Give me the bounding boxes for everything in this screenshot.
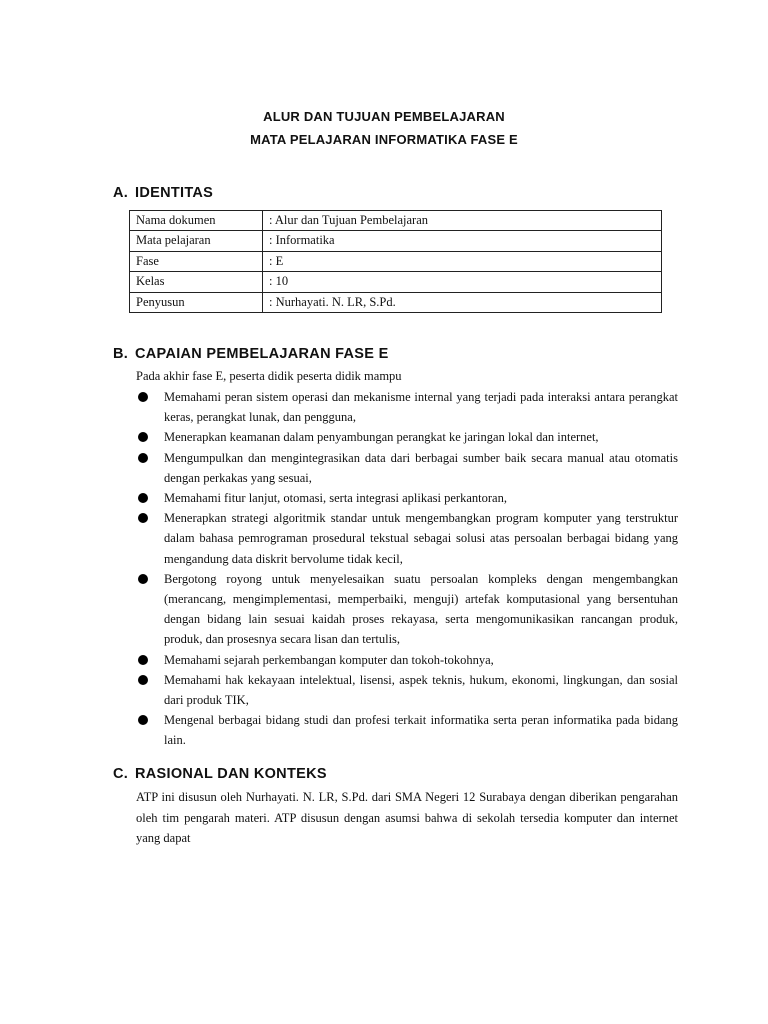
section-c-paragraph: ATP ini disusun oleh Nurhayati. N. LR, S.Pd. dari SMA Negeri 12 Surabaya dengan diberikan pengarahan oleh tim pengarah materi. ATP disusun dengan asumsi bahwa di sekolah tersedia komputer dan internet yang dapat	[136, 790, 678, 845]
identity-table	[129, 210, 662, 313]
list-item-text: Mengenal berbagai bidang studi dan profesi terkait informatika serta peran informatika pada bidang lain.	[164, 713, 678, 748]
bullet-icon	[138, 574, 148, 584]
bullet-icon	[138, 392, 148, 402]
list-item-text: Menerapkan strategi algoritmik standar untuk mengembangkan program komputer yang terstruktur dalam bahasa pemrograman prosedural tekstual sebagai solusi atas persoalan berbagai bidang yang mengandung data diskrit bervolume tidak kecil,	[164, 511, 678, 566]
document-subtitle: MATA PELAJARAN INFORMATIKA FASE E	[250, 132, 518, 147]
list-item	[136, 448, 678, 488]
section-b-heading	[113, 346, 389, 362]
table-row	[130, 211, 662, 231]
table-value: : E	[263, 251, 662, 271]
table-key: Penyusun	[130, 292, 263, 312]
list-item-text: Memahami sejarah perkembangan komputer dan tokoh-tokohnya,	[164, 652, 494, 667]
list-item-text: Memahami fitur lanjut, otomasi, serta integrasi aplikasi perkantoran,	[164, 491, 507, 506]
section-c-heading	[113, 766, 327, 782]
list-item-text: Memahami hak kekayaan intelektual, lisensi, aspek teknis, hukum, ekonomi, lingkungan, dan sosial dari produk TIK,	[164, 672, 678, 708]
section-b-letter: B.	[113, 346, 129, 362]
learning-outcomes-list	[136, 387, 678, 751]
list-item-text: Bergotong royong untuk menyelesaikan suatu persoalan kompleks dengan mengembangkan (merancang, mengimplementasi, memperbaiki, menguji) artefak komputasional yang bersentuhan dengan bidang lain sesuai kaidah proses rekayasa, serta mengomunikasikan rancangan produk, produk, dan prosesnya secara lisan dan tertulis,	[164, 571, 678, 647]
list-item	[136, 710, 678, 750]
document-title: ALUR DAN TUJUAN PEMBELAJARAN	[263, 109, 505, 124]
bullet-icon	[138, 655, 148, 665]
section-b-title: CAPAIAN PEMBELAJARAN FASE E	[135, 346, 389, 362]
section-a-heading	[113, 185, 213, 201]
table-row	[130, 292, 662, 312]
list-item-text: Menerapkan keamanan dalam penyambungan perangkat ke jaringan lokal dan internet,	[164, 430, 599, 445]
section-b-intro: Pada akhir fase E, peserta didik peserta didik mampu	[136, 369, 402, 383]
section-a-letter: A.	[113, 185, 129, 201]
table-key: Nama dokumen	[130, 211, 263, 231]
table-value: : Informatika	[263, 231, 662, 251]
table-key: Fase	[130, 251, 263, 271]
list-item	[136, 488, 678, 508]
bullet-icon	[138, 493, 148, 503]
list-item-text: Memahami peran sistem operasi dan mekanisme internal yang terjadi pada interaksi antara perangkat keras, perangkat lunak, dan pengguna,	[164, 390, 678, 425]
list-item-text: Mengumpulkan dan mengintegrasikan data dari berbagai sumber baik secara manual atau otomatis dengan perkakas yang sesuai,	[164, 450, 678, 485]
list-item	[136, 670, 678, 710]
list-item	[136, 387, 678, 427]
list-item	[136, 650, 678, 670]
bullet-icon	[138, 675, 148, 685]
list-item	[136, 569, 678, 650]
section-a-title: IDENTITAS	[135, 185, 214, 201]
bullet-icon	[138, 513, 148, 523]
table-key: Mata pelajaran	[130, 231, 263, 251]
table-row	[130, 231, 662, 251]
bullet-icon	[138, 453, 148, 463]
table-row	[130, 251, 662, 271]
bullet-icon	[138, 715, 148, 725]
table-key: Kelas	[130, 272, 263, 292]
table-row	[130, 272, 662, 292]
list-item	[136, 508, 678, 569]
bullet-icon	[138, 432, 148, 442]
table-value: : Alur dan Tujuan Pembelajaran	[263, 211, 662, 231]
table-value: : 10	[263, 272, 662, 292]
section-c-title: RASIONAL DAN KONTEKS	[135, 766, 327, 782]
section-c-letter: C.	[113, 766, 129, 782]
list-item	[136, 427, 678, 447]
table-value: : Nurhayati. N. LR, S.Pd.	[263, 292, 662, 312]
